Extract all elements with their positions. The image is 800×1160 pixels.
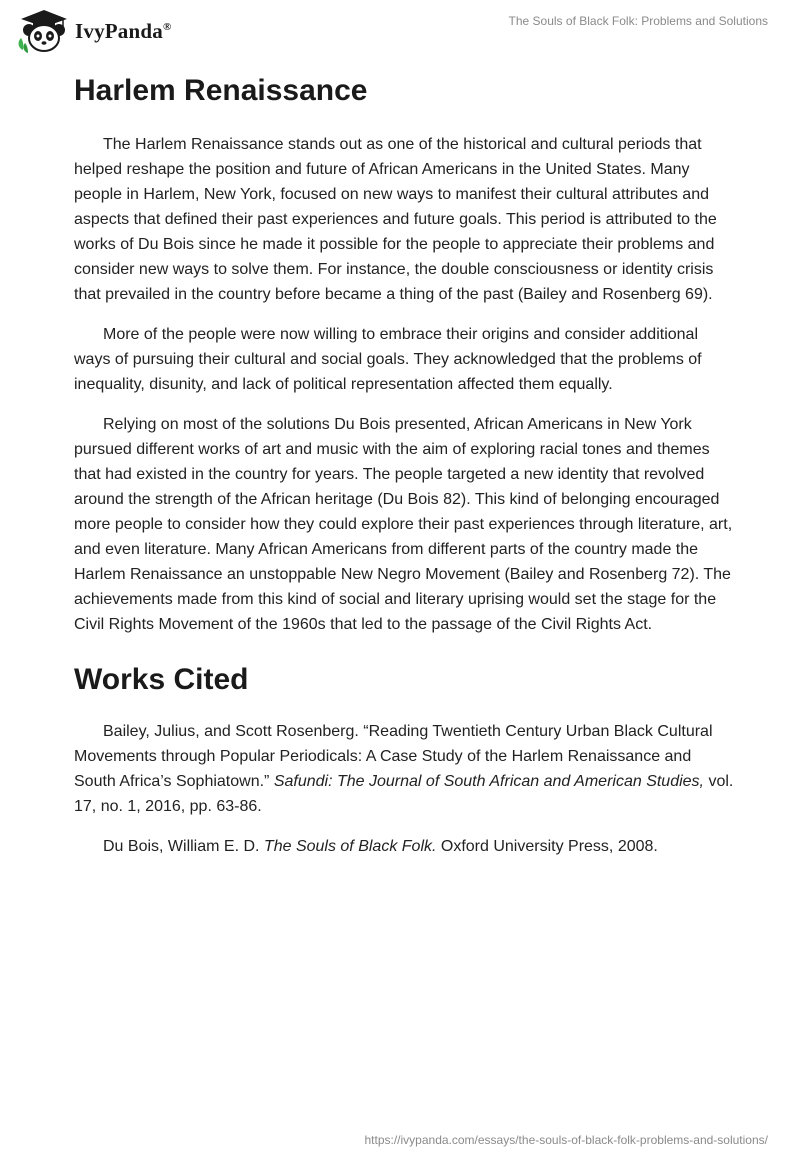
site-logo[interactable] (15, 8, 171, 54)
paragraph: The Harlem Renaissance stands out as one of the historical and cultural periods that helped reshape the position and future of African Americans in the United States. Many people in Harlem, New York, focused on new ways to manifest their cultural attributes and aspects that defined their past experiences and future goals. This period is attributed to the works of Du Bois since he made it possible for the people to appreciate their problems and consider new ways to solve them. For instance, the double consciousness or identity crisis that prevailed in the country before became a thing of the past (Bailey and Rosenberg 69). (74, 136, 717, 303)
citation-entry: Du Bois, William E. D. The Souls of Black Folk. Oxford University Press, 2008. (103, 838, 658, 855)
paragraph: More of the people were now willing to embrace their origins and consider additional ways of pursuing their cultural and social goals. They acknowledged that the problems of inequality, disunity, and lack of political representation affected them equally. (74, 326, 702, 393)
citation-entry: Bailey, Julius, and Scott Rosenberg. “Reading Twentieth Century Urban Black Cultural Movements through Popular Periodicals: A Case Study of the Harlem Renaissance and South Africa’s Sophiatown.” Safundi: The Journal of South African and American Studies, vol. 17, no. 1, 2016, pp. 63-86. (74, 723, 734, 815)
article-body (74, 72, 734, 859)
source-url-link[interactable]: https://ivypanda.com/essays/the-souls-of-black-folk-problems-and-solutions/ (364, 1133, 768, 1147)
section-heading-harlem: Harlem Renaissance (74, 74, 368, 107)
section-heading-works-cited: Works Cited (74, 663, 249, 696)
paragraph: Relying on most of the solutions Du Bois presented, African Americans in New York pursued different works of art and music with the aim of exploring racial tones and themes that had existed in the country for years. The people targeted a new identity that revolved around the strength of the African heritage (Du Bois 82). This kind of belonging encouraged more people to consider how they could explore their past experiences through literature, art, and even literature. Many African Americans from different parts of the country made the Harlem Renaissance an unstoppable New Negro Movement (Bailey and Rosenberg 72). The achievements made from this kind of social and literary uprising would set the stage for the Civil Rights Movement of the 1960s that led to the passage of the Civil Rights Act. (74, 416, 733, 633)
brand-name: IvyPanda® (75, 18, 172, 43)
document-title: The Souls of Black Folk: Problems and Solutions (508, 14, 768, 28)
panda-graduate-icon (15, 8, 73, 54)
